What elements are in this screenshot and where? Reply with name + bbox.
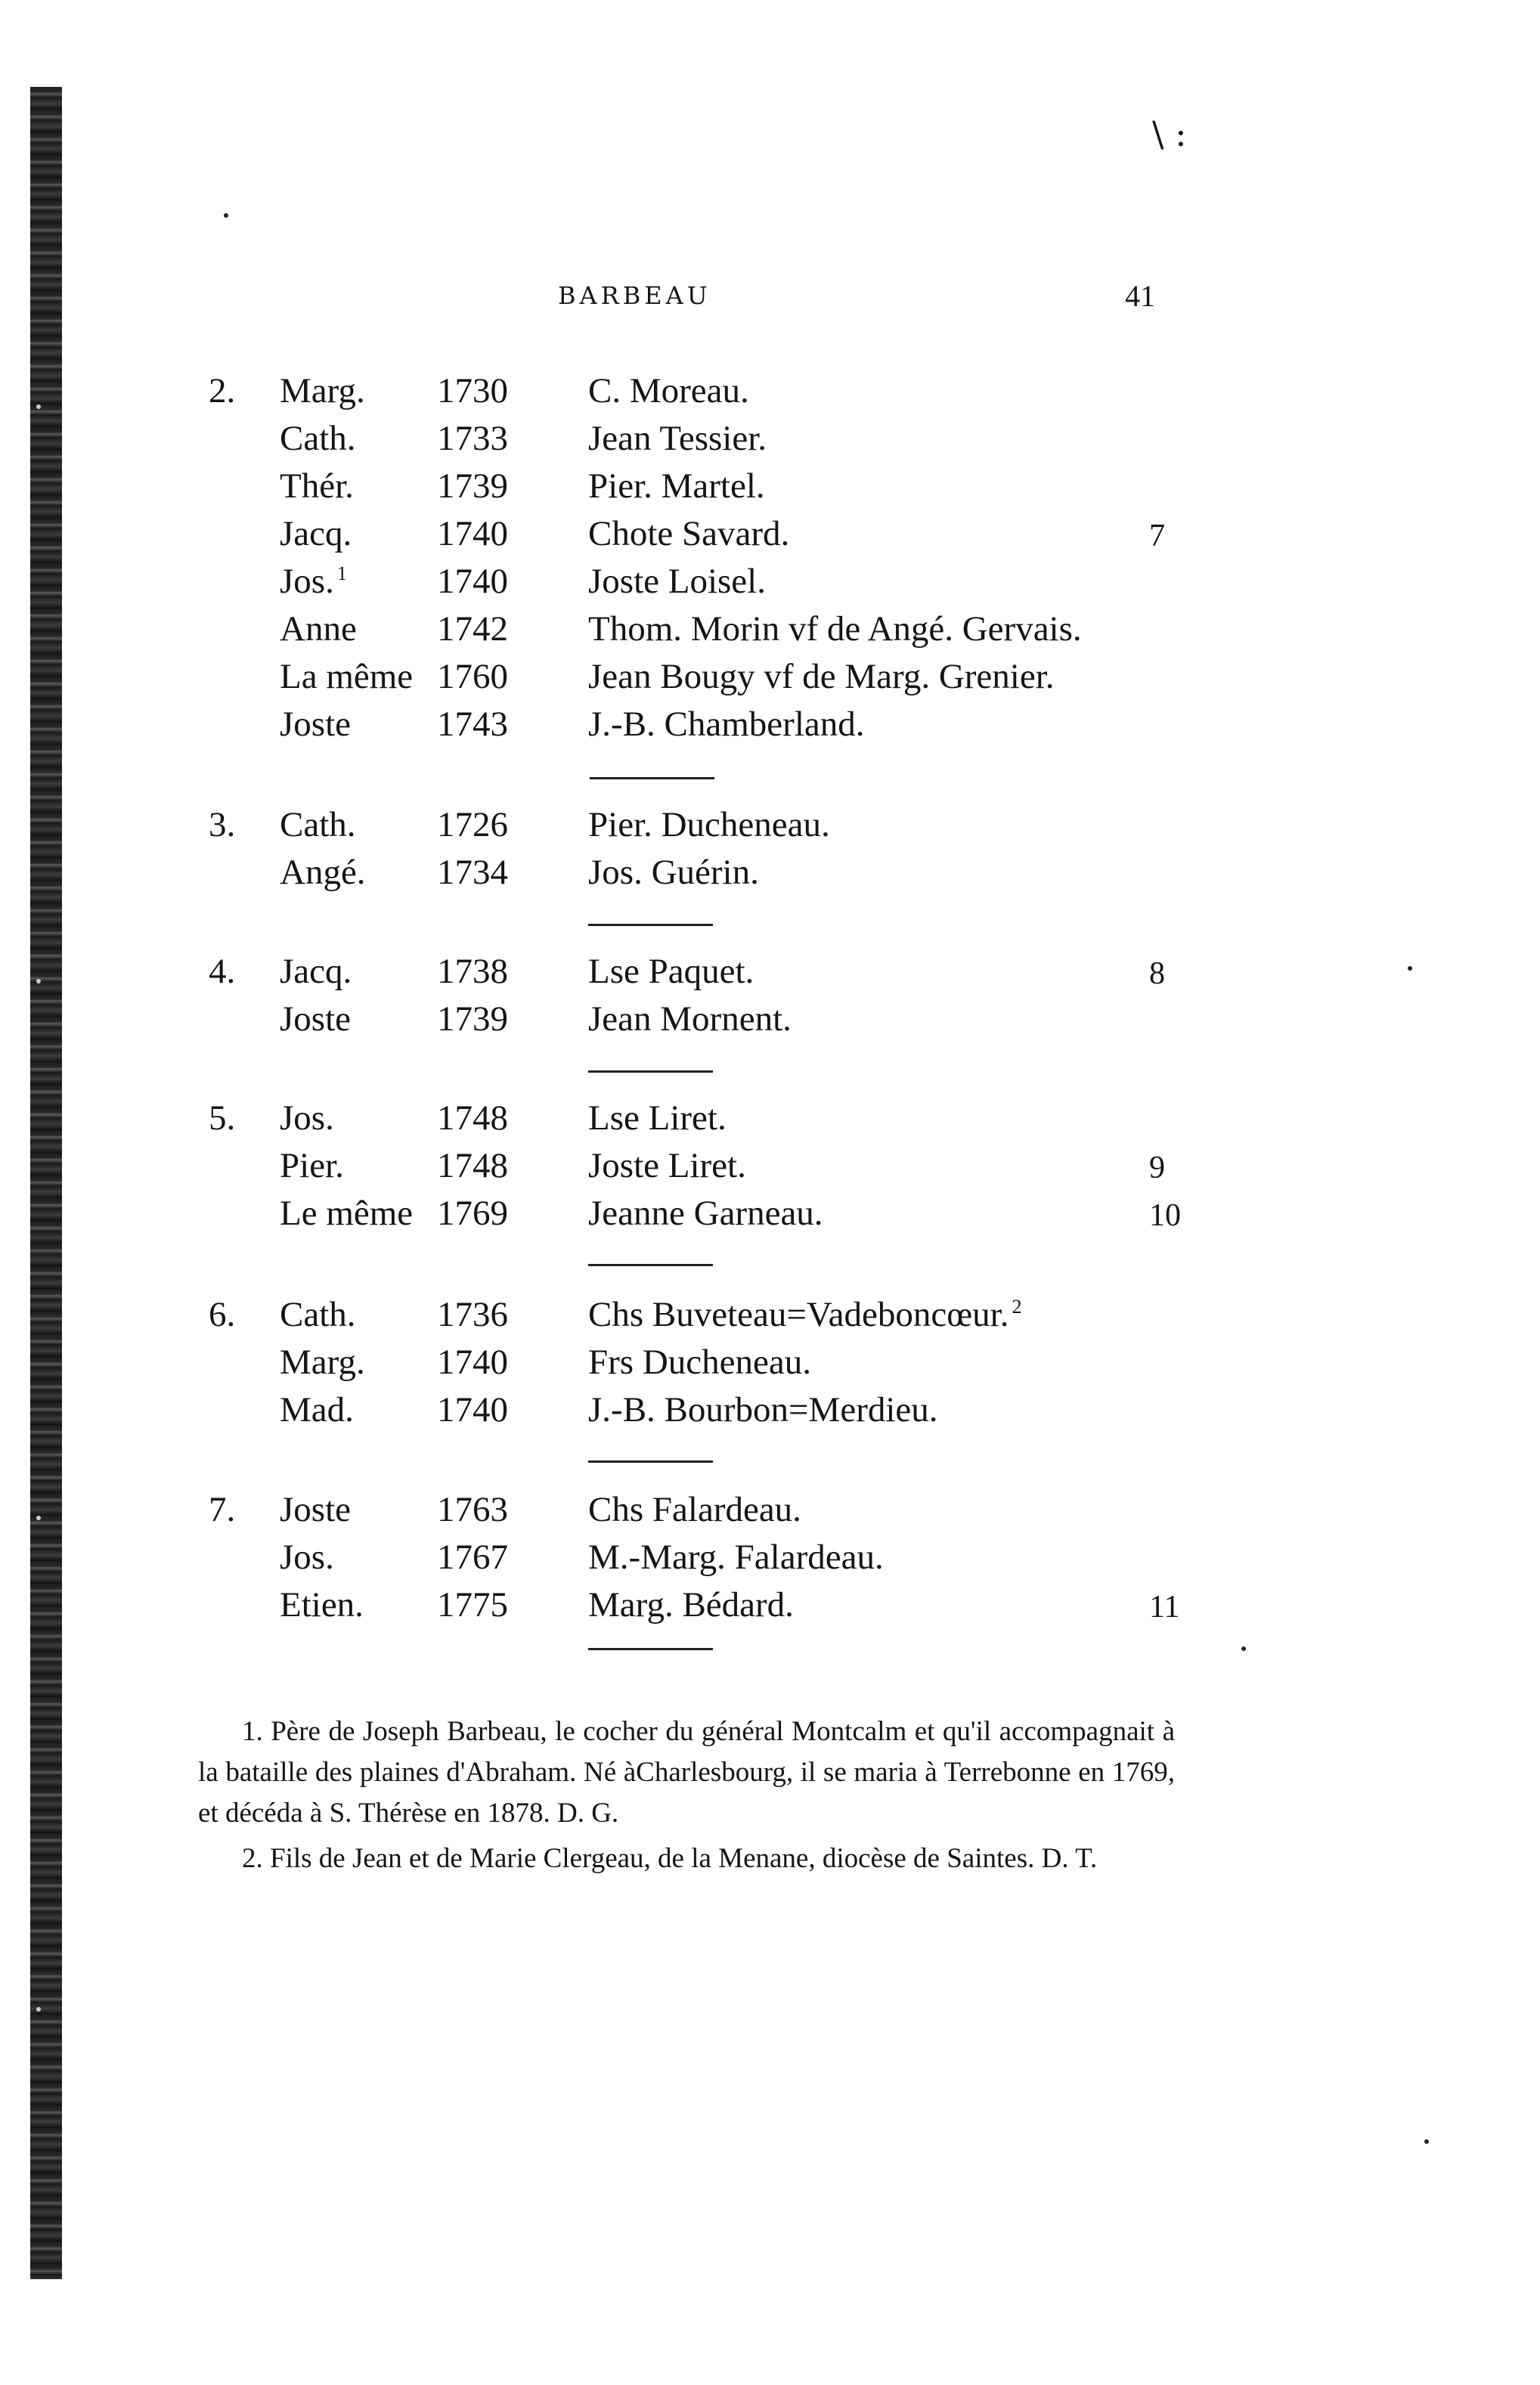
entry-spouse: Chs Falardeau. bbox=[588, 1490, 801, 1529]
entry-spouse: Frs Ducheneau. bbox=[588, 1343, 811, 1382]
entry-name: Jos. $^1$ bbox=[280, 562, 347, 601]
ink-speck bbox=[224, 213, 228, 218]
group-number: 6. bbox=[209, 1295, 236, 1334]
footnotes bbox=[198, 1711, 1175, 1884]
entry-year: 1734 bbox=[437, 853, 508, 892]
entry-name: Le même bbox=[280, 1194, 414, 1233]
group-number: 4. bbox=[209, 952, 236, 991]
section-divider bbox=[588, 1070, 713, 1073]
entry-name: Jacq. bbox=[280, 514, 352, 553]
entry-name: Marg. bbox=[280, 371, 365, 410]
entry-row bbox=[0, 561, 1270, 606]
entry-spouse: Thom. Morin vf de Angé. Gervais. bbox=[588, 609, 1082, 649]
entry-name: Marg. bbox=[280, 1343, 365, 1382]
entry-row bbox=[0, 1145, 1270, 1191]
entry-row bbox=[0, 466, 1270, 511]
entry-year: 1775 bbox=[437, 1585, 508, 1625]
entry-year: 1726 bbox=[437, 805, 508, 844]
entry-row bbox=[0, 1342, 1270, 1387]
entry-name: Anne bbox=[280, 609, 357, 649]
entry-year: 1769 bbox=[437, 1194, 508, 1233]
margin-reference-number: 7 bbox=[1149, 519, 1165, 553]
entry-row bbox=[0, 1098, 1270, 1143]
entry-spouse: Jean Tessier. bbox=[588, 419, 767, 458]
entry-row bbox=[0, 1584, 1270, 1630]
section-divider bbox=[588, 1264, 713, 1266]
section-divider bbox=[588, 1460, 713, 1463]
entry-name: Mad. bbox=[280, 1390, 354, 1429]
group-number: 5. bbox=[209, 1098, 236, 1138]
margin-reference-number: 11 bbox=[1149, 1590, 1180, 1625]
group-number: 3. bbox=[209, 805, 236, 844]
entry-spouse: C. Moreau. bbox=[588, 371, 749, 410]
group-number: 2. bbox=[209, 371, 236, 410]
footnote-ref: 2 bbox=[1012, 1296, 1022, 1318]
entry-row bbox=[0, 1489, 1270, 1535]
entry-name: La même bbox=[280, 657, 414, 696]
entry-spouse: Pier. Ducheneau. bbox=[588, 805, 830, 844]
entry-name: Joste bbox=[280, 705, 351, 744]
binding-speck bbox=[36, 2007, 41, 2012]
entry-spouse: Chote Savard. bbox=[588, 514, 790, 553]
entry-spouse: Joste Liret. bbox=[588, 1146, 746, 1185]
entry-name: Cath. bbox=[280, 805, 356, 844]
entry-year: 1730 bbox=[437, 371, 508, 410]
entry-year: 1740 bbox=[437, 1343, 508, 1382]
margin-reference-number: 9 bbox=[1149, 1151, 1165, 1185]
entry-spouse: Jos. Guérin. bbox=[588, 853, 759, 892]
entry-row bbox=[0, 999, 1270, 1044]
entry-year: 1763 bbox=[437, 1490, 508, 1529]
entry-year: 1740 bbox=[437, 1390, 508, 1429]
entry-name: Jacq. bbox=[280, 952, 352, 991]
group-number: 7. bbox=[209, 1490, 236, 1529]
entry-row bbox=[0, 513, 1270, 559]
entry-name: Cath. bbox=[280, 1295, 356, 1334]
entry-year: 1739 bbox=[437, 999, 508, 1039]
entry-name: Joste bbox=[280, 999, 351, 1039]
footnote-1: 1. Père de Joseph Barbeau, le cocher du général Montcalm et qu'il accompagnait à la bataille des plaines d'Abraham. Né àCharlesbourg, il se maria à Terrebonne en 1769, et décéda à S. Thérèse en 1878. D. G. bbox=[198, 1716, 1175, 1829]
entry-spouse: J.-B. Bourbon=Merdieu. bbox=[588, 1390, 938, 1429]
entry-year: 1742 bbox=[437, 609, 508, 649]
footnote-ref: 1 bbox=[336, 562, 347, 585]
page-number: 41 bbox=[1125, 279, 1155, 313]
section-divider bbox=[588, 1648, 713, 1650]
running-header: BARBEAU bbox=[558, 281, 711, 310]
entry-year: 1738 bbox=[437, 952, 508, 991]
entry-year: 1760 bbox=[437, 657, 508, 696]
entry-spouse: Marg. Bédard. bbox=[588, 1585, 794, 1625]
ink-speck bbox=[1241, 1646, 1246, 1651]
section-divider bbox=[588, 924, 713, 926]
entry-year: 1740 bbox=[437, 514, 508, 553]
entry-row bbox=[0, 1389, 1270, 1435]
entry-spouse: Jeanne Garneau. bbox=[588, 1194, 823, 1233]
entry-spouse: Jean Mornent. bbox=[588, 999, 792, 1039]
section-divider bbox=[590, 777, 714, 779]
top-margin-mark: \ : bbox=[1152, 113, 1187, 154]
entry-row bbox=[0, 1294, 1270, 1340]
entry-row bbox=[0, 370, 1270, 416]
entry-name: Jos. bbox=[280, 1538, 334, 1577]
entry-row bbox=[0, 852, 1270, 897]
entry-row bbox=[0, 609, 1270, 654]
entry-year: 1748 bbox=[437, 1098, 508, 1138]
entry-year: 1748 bbox=[437, 1146, 508, 1185]
entry-row bbox=[0, 951, 1270, 996]
entry-row bbox=[0, 1537, 1270, 1582]
entry-spouse: Pier. Martel. bbox=[588, 466, 765, 506]
margin-reference-number: 10 bbox=[1149, 1198, 1181, 1233]
margin-reference-number: 8 bbox=[1149, 956, 1165, 991]
entry-row bbox=[0, 704, 1270, 749]
entry-spouse: Jean Bougy vf de Marg. Grenier. bbox=[588, 657, 1055, 696]
entry-spouse: Chs Buveteau=Vadeboncœur. $^2$ bbox=[588, 1295, 1022, 1334]
entry-year: 1767 bbox=[437, 1538, 508, 1577]
entry-name: Pier. bbox=[280, 1146, 344, 1185]
entry-row bbox=[0, 804, 1270, 850]
entry-name: Thér. bbox=[280, 466, 354, 506]
entry-spouse: M.-Marg. Falardeau. bbox=[588, 1538, 884, 1577]
entry-row bbox=[0, 418, 1270, 463]
footnote-2: 2. Fils de Jean et de Marie Clergeau, de la Menane, diocèse de Saintes. D. T. bbox=[242, 1843, 1098, 1874]
entry-year: 1739 bbox=[437, 466, 508, 506]
ink-speck bbox=[1424, 2139, 1429, 2144]
entry-row bbox=[0, 656, 1270, 702]
entry-year: 1740 bbox=[437, 562, 508, 601]
entry-year: 1736 bbox=[437, 1295, 508, 1334]
entry-name: Cath. bbox=[280, 419, 356, 458]
entry-spouse: Lse Liret. bbox=[588, 1098, 727, 1138]
entry-name: Joste bbox=[280, 1490, 351, 1529]
entry-spouse: Joste Loisel. bbox=[588, 562, 766, 601]
ink-speck bbox=[1408, 966, 1412, 971]
entry-spouse: J.-B. Chamberland. bbox=[588, 705, 865, 744]
entry-name: Jos. bbox=[280, 1098, 334, 1138]
entry-row bbox=[0, 1193, 1270, 1238]
entry-name: Etien. bbox=[280, 1585, 364, 1625]
entry-spouse: Lse Paquet. bbox=[588, 952, 755, 991]
entry-year: 1743 bbox=[437, 705, 508, 744]
entry-name: Angé. bbox=[280, 853, 366, 892]
entry-year: 1733 bbox=[437, 419, 508, 458]
